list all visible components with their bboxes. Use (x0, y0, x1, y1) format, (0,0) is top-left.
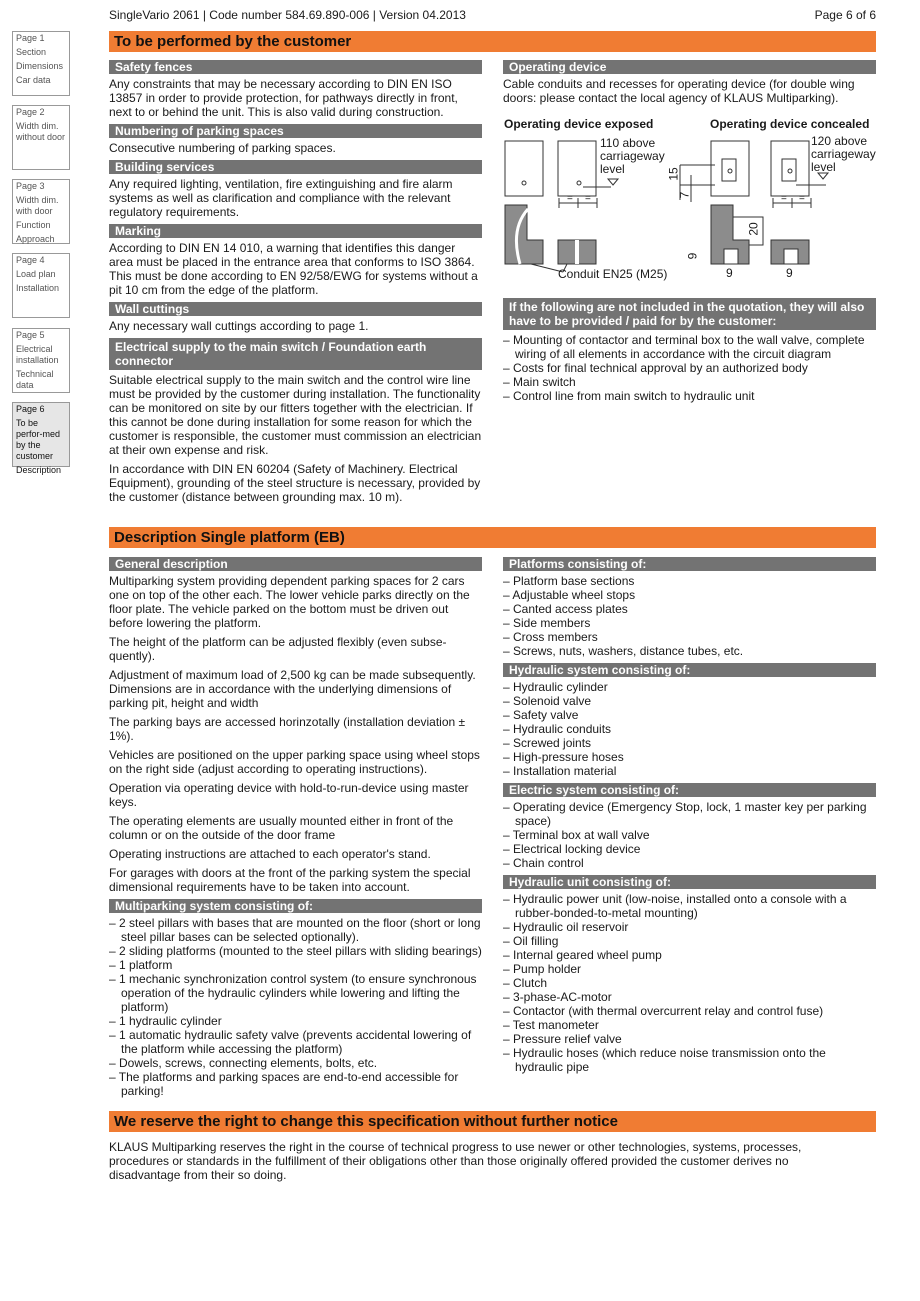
list-item-text: Main switch (513, 375, 576, 389)
nav-page-1[interactable] (12, 31, 70, 96)
nav-line: Load plan (16, 269, 56, 279)
bullet-list (503, 574, 876, 658)
list-item-text: Pressure relief valve (513, 1032, 622, 1046)
content-block (503, 663, 876, 778)
list-item-text: Side members (513, 616, 591, 630)
content-block (109, 302, 482, 333)
list-item-text: High-pressure hoses (513, 750, 624, 764)
list-item: – Operating device (Emergency Stop, lock, 1 master key per parking space) (503, 800, 867, 828)
subsection-heading: Multiparking system consisting of: (109, 899, 482, 913)
list-item-text: Hydraulic power unit (low-noise, installed onto a console with a rubber-bonded-to-metal mounting) (513, 892, 847, 920)
paragraph: For garages with doors at the front of the parking system the special dimensional requirements have to be taken into account. (109, 866, 471, 894)
list-item: – Costs for final technical approval by an authorized body (503, 361, 808, 375)
list-item-text: Clutch (513, 976, 548, 990)
dim-equal: = (781, 193, 787, 204)
list-item: – Mounting of contactor and terminal box to the wall valve, complete wiring of all elements in accordance with the circuit diagram (503, 333, 865, 361)
list-item: – High-pressure hoses (503, 750, 624, 764)
subsection-heading: Building services (109, 160, 482, 174)
nav-page-2[interactable] (12, 105, 70, 170)
list-item-text: Costs for final technical approval by an authorized body (513, 361, 808, 375)
list-item: – Screws, nuts, washers, distance tubes, etc. (503, 644, 744, 658)
nav-line: Dimensions (16, 61, 64, 71)
list-item-text: Operating device (Emergency Stop, lock, 1 master key per parking space) (513, 800, 867, 828)
list-item-text: Safety valve (513, 708, 579, 722)
subsection-heading: Electrical supply to the main switch / Foundation earth connector (109, 338, 482, 370)
dim-equal: = (585, 193, 591, 204)
list-item-text: Canted access plates (513, 602, 628, 616)
list-item-text: Electrical locking device (513, 842, 641, 856)
content-block (503, 783, 876, 870)
list-item-text: Cross members (513, 630, 598, 644)
content-block (109, 60, 482, 119)
paragraph: In accordance with DIN EN 60204 (Safety of Machinery. Electrical Equipment), grounding of the steel structure is necessary, provided by the customer (distance between grounding max. 10 m). (109, 462, 481, 504)
left-column (109, 557, 482, 1103)
content-block (503, 875, 876, 1074)
document-header: SingleVario 2061 | Code number 584.69.890-006 | Version 04.2013 (109, 8, 466, 22)
subsection-heading: Electric system consisting of: (503, 783, 876, 797)
list-item: – Pressure relief valve (503, 1032, 622, 1046)
nav-page-6[interactable] (12, 402, 70, 475)
list-item: – Oil filling (503, 934, 559, 948)
list-item-text: Adjustable wheel stops (512, 588, 636, 602)
right-column-provisions (503, 298, 876, 408)
bullet-list (503, 892, 876, 1074)
list-item-text: Hydraulic oil reservoir (513, 920, 629, 934)
nav-line: To be perfor-med by the customer (16, 418, 61, 461)
list-item: – Pump holder (503, 962, 582, 976)
list-item: – Hydraulic conduits (503, 722, 612, 736)
list-item-text: Pump holder (513, 962, 582, 976)
list-item: – 2 steel pillars with bases that are mounted on the floor (short or long steel pillar bases can be selected optionally). (109, 916, 481, 944)
list-item-text: 1 mechanic synchronization control system (to ensure synchronous operation of the hydraulic cylinders while lowering and lifting the platform) (119, 972, 477, 1014)
list-item: – 3-phase-AC-motor (503, 990, 612, 1004)
nav-line: Installation (16, 283, 60, 293)
dim-20: 20 (746, 222, 761, 236)
list-item-text: Test manometer (512, 1018, 599, 1032)
nav-line: Page 1 (16, 33, 45, 43)
nav-line: Page 3 (16, 181, 45, 191)
list-item-text: Dowels, screws, connecting elements, bolts, etc. (119, 1056, 378, 1070)
left-column (109, 60, 482, 509)
nav-line: Technical data (16, 369, 54, 390)
paragraph: Vehicles are positioned on the upper parking space using wheel stops on the right side (adjust according to operating instructions). (109, 748, 480, 776)
paragraph: The parking bays are accessed horinzotally (installation deviation ± 1%). (109, 715, 466, 743)
nav-line: Page 4 (16, 255, 45, 265)
height-label-110: 110 above carriageway level (600, 136, 665, 176)
paragraph: Operation via operating device with hold-to-run-device using master keys. (109, 781, 469, 809)
paragraph: Any necessary wall cuttings according to page 1. (109, 319, 369, 333)
content-block (109, 160, 482, 219)
list-item: – 2 sliding platforms (mounted to the steel pillars with sliding bearings) (109, 944, 482, 958)
list-item: – Hydraulic power unit (low-noise, installed onto a console with a rubber-bonded-to-metal mounting) (503, 892, 847, 920)
subsection-heading: Operating device (503, 60, 876, 74)
height-label-120: 120 above carriageway level (811, 134, 876, 174)
list-item: – Canted access plates (503, 602, 628, 616)
list-item: – 1 hydraulic cylinder (109, 1014, 222, 1028)
dim-equal: = (799, 193, 805, 204)
paragraph: The height of the platform can be adjusted flexibly (even subse-quently). (109, 635, 447, 663)
paragraph: Any constraints that may be necessary according to DIN EN ISO 13857 in order to provide protection, for pathways directly in front, next to or behind the unit. This is also valid during construction. (109, 77, 458, 119)
subsection-heading: Platforms consisting of: (503, 557, 876, 571)
section-title: To be performed by the customer (109, 31, 876, 52)
bullet-list (109, 916, 482, 1098)
list-item: – Test manometer (503, 1018, 599, 1032)
list-item-text: Terminal box at wall valve (512, 828, 650, 842)
list-item: – Dowels, screws, connecting elements, bolts, etc. (109, 1056, 378, 1070)
paragraph: Cable conduits and recesses for operating device (for double wing doors: please contact the local agency of KLAUS Multiparking). (503, 77, 855, 105)
list-item-text: Mounting of contactor and terminal box to the wall valve, complete wiring of all elements in accordance with the circuit diagram (513, 333, 865, 361)
subsection-heading: Marking (109, 224, 482, 238)
nav-line: Car data (16, 75, 51, 85)
list-item-text: The platforms and parking spaces are end-to-end accessible for parking! (118, 1070, 459, 1098)
paragraph: The operating elements are usually mounted either in front of the column or on the outside of the door frame (109, 814, 454, 842)
conduit-label: Conduit EN25 (M25) (558, 267, 668, 281)
paragraph: Consecutive numbering of parking spaces. (109, 141, 336, 155)
subsection-heading: Hydraulic unit consisting of: (503, 875, 876, 889)
dim-equal: = (567, 193, 573, 204)
paragraph: Suitable electrical supply to the main switch and the control wire line must be provided by the customer during installation. The functionality can be monitored on site by our fitters together with the electrician. If this cannot be done during installation for some reason for which the customer is responsible, the customer must commission an electrician at their own expense and risk. (109, 373, 482, 457)
nav-line: Section (16, 47, 47, 57)
list-item: – Clutch (503, 976, 548, 990)
nav-line: Width dim. with door (16, 195, 59, 216)
dim-9: 9 (786, 266, 793, 280)
section-title: Description Single platform (EB) (109, 527, 876, 548)
list-item: – The platforms and parking spaces are end-to-end accessible for parking! (109, 1070, 459, 1098)
content-block (109, 338, 482, 504)
section-title: We reserve the right to change this specification without further notice (109, 1111, 876, 1132)
list-item: – Main switch (503, 375, 576, 389)
list-item: – Chain control (503, 856, 584, 870)
list-item: – Hydraulic oil reservoir (503, 920, 629, 934)
nav-page-5[interactable] (12, 328, 70, 393)
list-item-text: Hydraulic cylinder (513, 680, 608, 694)
list-item-text: Oil filling (513, 934, 559, 948)
list-item-text: Hydraulic hoses (which reduce noise transmission onto the hydraulic pipe (513, 1046, 826, 1074)
content-block (503, 557, 876, 658)
list-item-text: Internal geared wheel pump (513, 948, 662, 962)
dim-15: 15 (666, 167, 681, 181)
content-block (109, 899, 482, 1098)
subsection-heading: General description (109, 557, 482, 571)
nav-line: Function (16, 220, 51, 230)
paragraph: Any required lighting, ventilation, fire extinguishing and fire alarm systems as well as clarification and compliance with the relevant regulatory requirements. (109, 177, 453, 219)
content-block (109, 557, 482, 894)
list-item: – Internal geared wheel pump (503, 948, 662, 962)
subsection-heading: Hydraulic system consisting of: (503, 663, 876, 677)
list-item-text: Control line from main switch to hydraulic unit (513, 389, 755, 403)
list-item: – Terminal box at wall valve (503, 828, 650, 842)
list-item: – Control line from main switch to hydraulic unit (503, 389, 755, 403)
list-item: – Solenoid valve (503, 694, 592, 708)
nav-line: Approach (16, 234, 55, 244)
dim-9: 9 (685, 252, 700, 260)
operating-device-diagram (503, 117, 876, 287)
subsection-heading: Numbering of parking spaces (109, 124, 482, 138)
list-item-text: Hydraulic conduits (513, 722, 612, 736)
disclaimer-text: KLAUS Multiparking reserves the right in the course of technical progress to use newer or other technologies, systems, processes, procedures or standards in the fulfillment of their obligations other than those originally offered provided the customer derives no disadvantage from their so doing. (109, 1140, 802, 1182)
bullet-list (503, 680, 876, 778)
list-item: – Electrical locking device (503, 842, 641, 856)
list-item-text: Screws, nuts, washers, distance tubes, etc. (513, 644, 744, 658)
subsection-heading: If the following are not included in the quotation, they will also have to be provided / paid for by the customer: (503, 298, 876, 330)
paragraph: According to DIN EN 14 010, a warning that identifies this danger area must be placed in the entrance area that conforms to ISO 3864. This must be done according to EN 92/58/EWG for systems without a pit 10 cm from the edge of the platform. (109, 241, 478, 297)
list-item: – Hydraulic hoses (which reduce noise transmission onto the hydraulic pipe (503, 1046, 826, 1074)
nav-line: Page 5 (16, 330, 45, 340)
right-column (503, 60, 876, 110)
paragraph: Adjustment of maximum load of 2,500 kg can be made subsequently. Dimensions are in accordance with the underlying dimensions of parking pit, height and width (109, 668, 476, 710)
list-item: – Hydraulic cylinder (503, 680, 608, 694)
nav-line: Width dim. without door (16, 121, 66, 142)
list-item: – Platform base sections (503, 574, 635, 588)
diagram-title-exposed: Operating device exposed (504, 117, 654, 131)
list-item: – Adjustable wheel stops (503, 588, 636, 602)
list-item-text: 1 platform (119, 958, 173, 972)
content-block (109, 124, 482, 155)
bullet-list (503, 800, 876, 870)
subsection-heading: Safety fences (109, 60, 482, 74)
bullet-list (503, 333, 876, 403)
dim-9: 9 (726, 266, 733, 280)
content-block (503, 298, 876, 403)
list-item-text: Installation material (513, 764, 617, 778)
list-item: – Cross members (503, 630, 598, 644)
nav-line: Description (16, 465, 62, 475)
list-item-text: Contactor (with thermal overcurrent relay and control fuse) (513, 1004, 824, 1018)
list-item-text: Screwed joints (513, 736, 592, 750)
nav-page-3[interactable] (12, 179, 70, 244)
paragraph: Multiparking system providing dependent parking spaces for 2 cars one on top of the other each. The lower vehicle parks directly on the floor plate. The vehicle parked on the bottom must be driven out before lowering the platform. (109, 574, 470, 630)
list-item: – 1 platform (109, 958, 173, 972)
list-item-text: 1 hydraulic cylinder (119, 1014, 222, 1028)
list-item-text: 2 steel pillars with bases that are mounted on the floor (short or long steel pillar bases can be selected optionally). (119, 916, 481, 944)
dim-7: 7 (677, 191, 692, 199)
page-number: Page 6 of 6 (814, 8, 876, 22)
list-item: – 1 mechanic synchronization control system (to ensure synchronous operation of the hydraulic cylinders while lowering and lifting the platform) (109, 972, 477, 1014)
list-item-text: Solenoid valve (513, 694, 592, 708)
nav-line: Page 6 (16, 404, 45, 414)
list-item: – 1 automatic hydraulic safety valve (prevents accidental lowering of the platform while accessing the platform) (109, 1028, 472, 1056)
paragraph: Operating instructions are attached to each operator's stand. (109, 847, 431, 861)
list-item-text: 1 automatic hydraulic safety valve (prevents accidental lowering of the platform while accessing the platform) (119, 1028, 472, 1056)
right-column (503, 557, 876, 1079)
list-item-text: Platform base sections (513, 574, 635, 588)
nav-line: Page 2 (16, 107, 45, 117)
list-item-text: 2 sliding platforms (mounted to the steel pillars with sliding bearings) (119, 944, 482, 958)
nav-page-4[interactable] (12, 253, 70, 318)
subsection-heading: Wall cuttings (109, 302, 482, 316)
list-item: – Screwed joints (503, 736, 592, 750)
nav-line: Electrical installation (16, 344, 59, 365)
content-block (109, 224, 482, 297)
list-item: – Side members (503, 616, 591, 630)
content-block (503, 60, 876, 105)
list-item: – Contactor (with thermal overcurrent relay and control fuse) (503, 1004, 824, 1018)
list-item-text: Chain control (513, 856, 584, 870)
diagram-title-concealed: Operating device concealed (710, 117, 870, 131)
list-item-text: 3-phase-AC-motor (513, 990, 612, 1004)
list-item: – Installation material (503, 764, 617, 778)
list-item: – Safety valve (503, 708, 579, 722)
